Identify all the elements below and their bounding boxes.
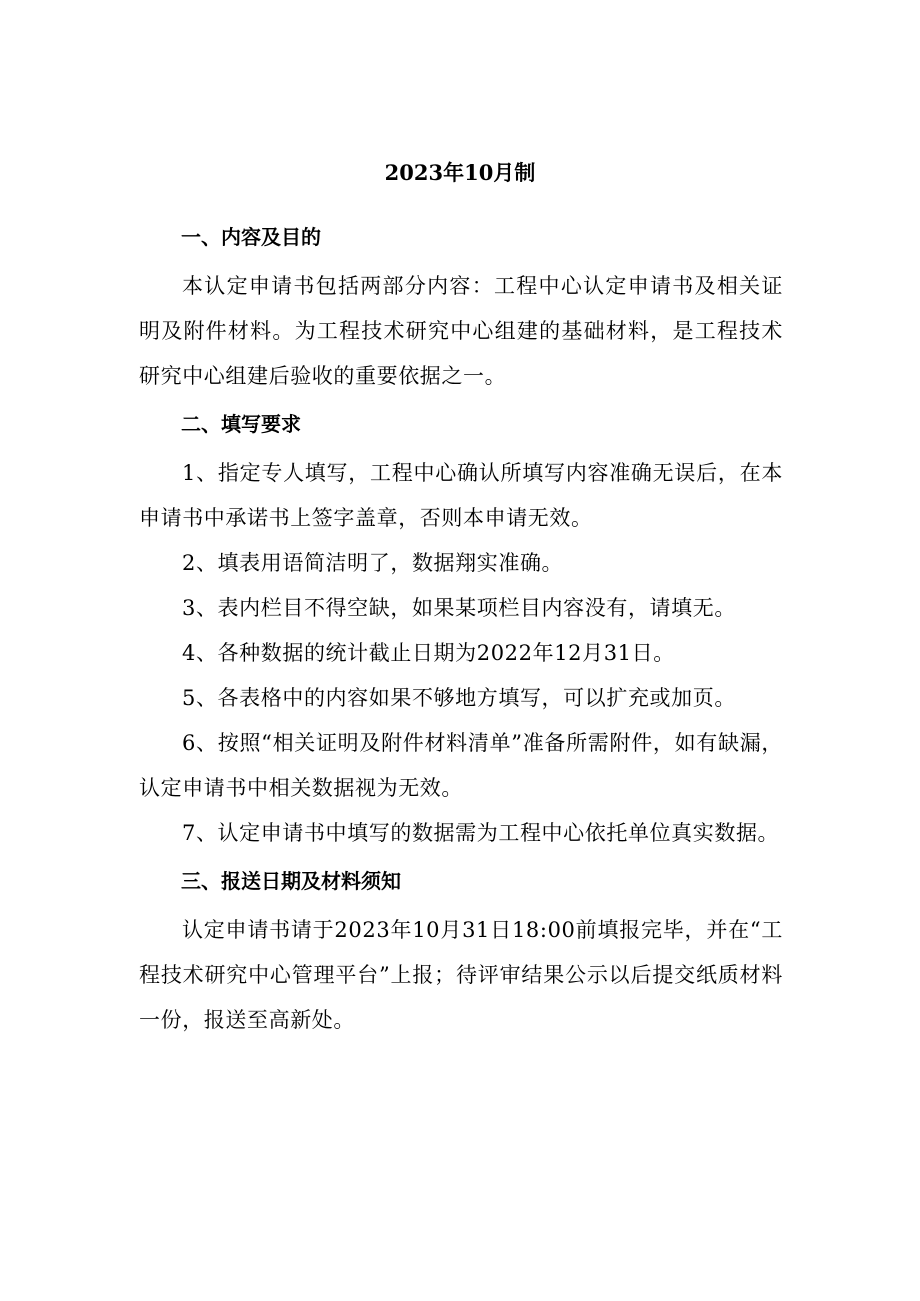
paragraph: 认定申请书请于2023年10月31日18:00前填报完毕，并在“工程技术研究中心管理平台”上报；待评审结果公示以后提交纸质材料一份，报送至高新处。 [139, 918, 783, 1032]
requirement-item: 1、指定专人填写，工程中心确认所填写内容准确无误后，在本申请书中承诺书上签字盖章，否则本申请无效。 [139, 461, 783, 530]
paragraph: 本认定申请书包括两部分内容：工程中心认定申请书及相关证明及附件材料。为工程技术研究中心组建的基础材料，是工程技术研究中心组建后验收的重要依据之一。 [139, 274, 783, 388]
requirement-item: 7、认定申请书中填写的数据需为工程中心依托单位真实数据。 [182, 821, 780, 845]
requirement-item: 3、表内栏目不得空缺，如果某项栏目内容没有，请填无。 [182, 596, 736, 620]
requirement-item: 5、各表格中的内容如果不够地方填写，可以扩充或加页。 [182, 686, 736, 710]
document-body [139, 222, 783, 1043]
section-submission-notice [139, 866, 783, 1043]
section-heading: 二、填写要求 [181, 412, 301, 436]
date-line: 2023年10月制 [384, 160, 536, 185]
requirement-item: 6、按照“相关证明及附件材料清单”准备所需附件，如有缺漏，认定申请书中相关数据视为无效。 [139, 731, 783, 800]
requirement-item: 2、填表用语简洁明了，数据翔实准确。 [182, 551, 564, 575]
section-content-purpose [139, 222, 783, 399]
section-filling-requirements [139, 409, 783, 856]
section-heading: 三、报送日期及材料须知 [181, 869, 401, 893]
requirement-item: 4、各种数据的统计截止日期为2022年12月31日。 [182, 641, 675, 665]
section-heading: 一、内容及目的 [181, 225, 321, 249]
